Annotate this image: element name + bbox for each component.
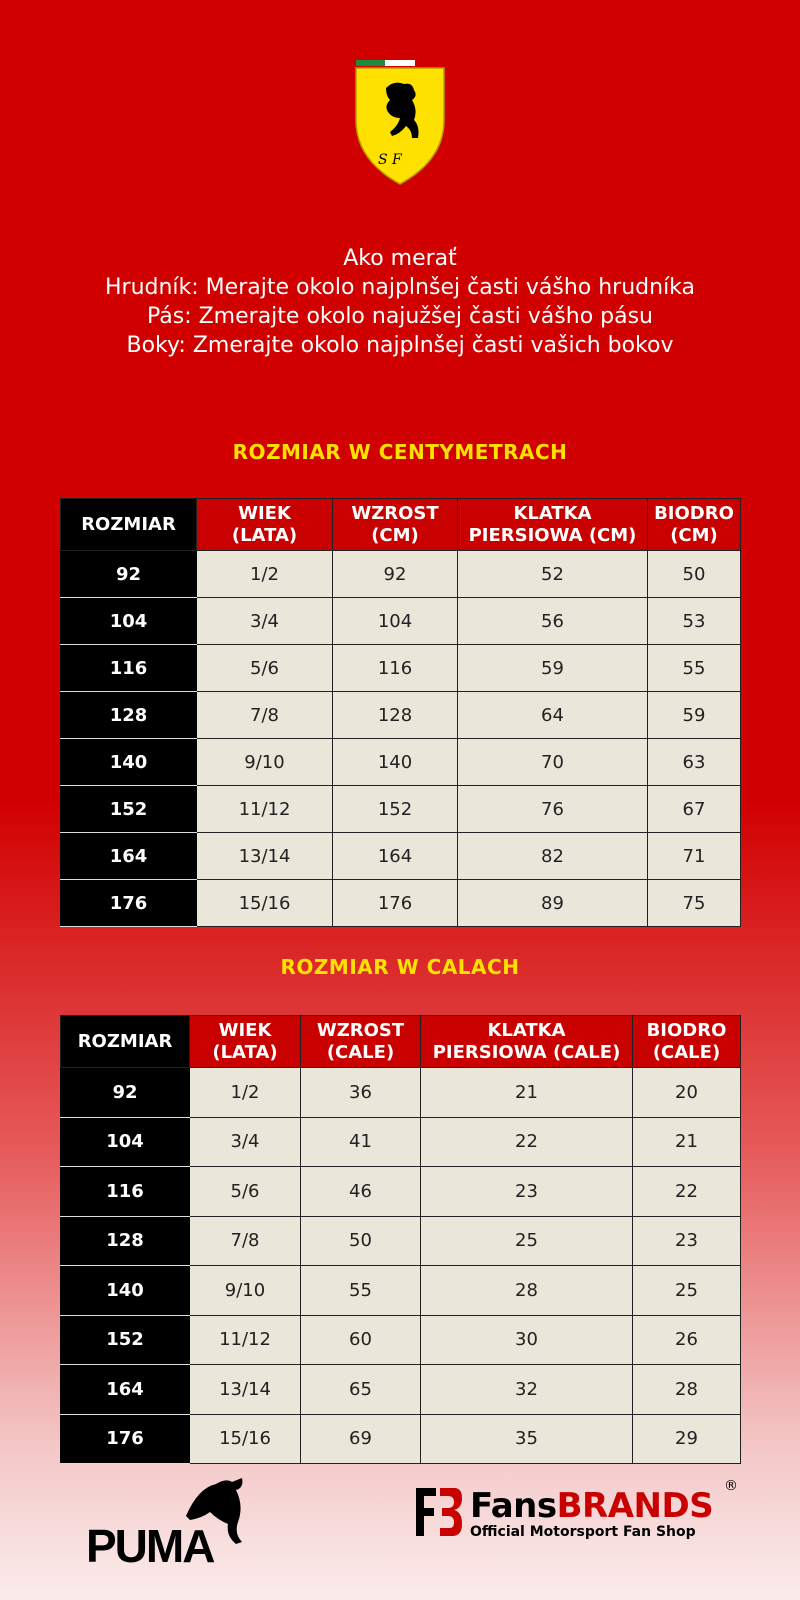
table-row	[61, 1315, 741, 1365]
ferrari-shield-logo	[352, 60, 448, 188]
instructions-chest: Hrudník: Merajte okolo najplnšej časti vášho hrudníka	[104, 275, 696, 300]
table-cell: 67	[648, 786, 741, 833]
table-row	[61, 1266, 741, 1316]
table-row	[61, 880, 741, 927]
table-cell: 3/4	[197, 598, 333, 645]
table-cell: 13/14	[190, 1365, 301, 1415]
table-cell: 21	[421, 1068, 633, 1118]
size-cell: 140	[61, 739, 197, 786]
table-cell: 70	[458, 739, 648, 786]
column-header: WIEK (LATA)	[190, 1016, 301, 1068]
table-row	[61, 598, 741, 645]
size-cell: 104	[61, 598, 197, 645]
table-cell: 53	[648, 598, 741, 645]
table-cell: 89	[458, 880, 648, 927]
table-cell: 116	[333, 645, 458, 692]
table-cell: 23	[421, 1167, 633, 1217]
column-header: WZROST (CM)	[333, 499, 458, 551]
size-cell: 164	[61, 1365, 190, 1415]
table-cell: 36	[301, 1068, 421, 1118]
table-cell: 71	[648, 833, 741, 880]
table-cell: 65	[301, 1365, 421, 1415]
table-row	[61, 1167, 741, 1217]
size-cell: 92	[61, 551, 197, 598]
table-cell: 3/4	[190, 1117, 301, 1167]
table-cell: 59	[458, 645, 648, 692]
table-cell: 29	[633, 1414, 741, 1464]
table-cell: 64	[458, 692, 648, 739]
table-cell: 1/2	[190, 1068, 301, 1118]
table-row	[61, 1068, 741, 1118]
instructions-title: Ako merať	[343, 246, 457, 271]
registered-icon: ®	[724, 1478, 738, 1494]
table-cell: 104	[333, 598, 458, 645]
column-header: KLATKA PIERSIOWA (CM)	[458, 499, 648, 551]
table-cell: 41	[301, 1117, 421, 1167]
puma-wordmark: PUMA	[86, 1520, 214, 1566]
table-row	[61, 833, 741, 880]
size-cell: 116	[61, 1167, 190, 1217]
table-cell: 63	[648, 739, 741, 786]
table-cell: 128	[333, 692, 458, 739]
table-cell: 9/10	[197, 739, 333, 786]
table-cell: 55	[301, 1266, 421, 1316]
size-cell: 176	[61, 880, 197, 927]
table-row	[61, 551, 741, 598]
table-row	[61, 1117, 741, 1167]
size-cell: 104	[61, 1117, 190, 1167]
fansbrands-logo	[414, 1478, 744, 1544]
measurement-instructions	[0, 244, 800, 360]
table-cell: 52	[458, 551, 648, 598]
column-header: WZROST (CALE)	[301, 1016, 421, 1068]
cm-table-title: ROZMIAR W CENTYMETRACH	[232, 440, 568, 464]
table-cell: 28	[633, 1365, 741, 1415]
table-cell: 75	[648, 880, 741, 927]
inch-table-title: ROZMIAR W CALACH	[280, 955, 520, 979]
table-cell: 30	[421, 1315, 633, 1365]
size-cell: 176	[61, 1414, 190, 1464]
column-header: KLATKA PIERSIOWA (CALE)	[421, 1016, 633, 1068]
table-cell: 11/12	[197, 786, 333, 833]
table-cell: 59	[648, 692, 741, 739]
table-cell: 5/6	[197, 645, 333, 692]
table-cell: 20	[633, 1068, 741, 1118]
table-cell: 32	[421, 1365, 633, 1415]
table-cell: 22	[421, 1117, 633, 1167]
table-cell: 164	[333, 833, 458, 880]
size-cell: 128	[61, 692, 197, 739]
table-cell: 22	[633, 1167, 741, 1217]
fansbrands-mark-icon	[414, 1486, 464, 1538]
fansbrands-name: FansBRANDS	[470, 1486, 714, 1526]
table-cell: 82	[458, 833, 648, 880]
table-cell: 23	[633, 1216, 741, 1266]
table-row	[61, 786, 741, 833]
table-row	[61, 1414, 741, 1464]
instructions-waist: Pás: Zmerajte okolo najužšej časti vášho pásu	[146, 304, 653, 329]
size-cell: 152	[61, 786, 197, 833]
table-cell: 1/2	[197, 551, 333, 598]
size-cell: 92	[61, 1068, 190, 1118]
column-header: ROZMIAR	[61, 1016, 190, 1068]
column-header: WIEK (LATA)	[197, 499, 333, 551]
table-cell: 176	[333, 880, 458, 927]
table-cell: 25	[421, 1216, 633, 1266]
table-row	[61, 645, 741, 692]
table-row	[61, 1365, 741, 1415]
table-cell: 46	[301, 1167, 421, 1217]
table-cell: 56	[458, 598, 648, 645]
table-cell: 5/6	[190, 1167, 301, 1217]
size-cell: 164	[61, 833, 197, 880]
table-cell: 11/12	[190, 1315, 301, 1365]
size-cell: 140	[61, 1266, 190, 1316]
size-cell: 128	[61, 1216, 190, 1266]
column-header: ROZMIAR	[61, 499, 197, 551]
size-cell: 152	[61, 1315, 190, 1365]
size-table-cm	[60, 498, 741, 927]
table-cell: 7/8	[190, 1216, 301, 1266]
table-row	[61, 739, 741, 786]
table-cell: 76	[458, 786, 648, 833]
fansbrands-tagline: Official Motorsport Fan Shop	[470, 1524, 696, 1540]
table-cell: 7/8	[197, 692, 333, 739]
table-cell: 15/16	[190, 1414, 301, 1464]
table-cell: 69	[301, 1414, 421, 1464]
column-header: BIODRO (CM)	[648, 499, 741, 551]
table-cell: 50	[648, 551, 741, 598]
table-cell: 21	[633, 1117, 741, 1167]
table-cell: 25	[633, 1266, 741, 1316]
table-cell: 26	[633, 1315, 741, 1365]
column-header: BIODRO (CALE)	[633, 1016, 741, 1068]
table-cell: 9/10	[190, 1266, 301, 1316]
table-row	[61, 692, 741, 739]
table-cell: 140	[333, 739, 458, 786]
table-cell: 28	[421, 1266, 633, 1316]
table-cell: 55	[648, 645, 741, 692]
table-cell: 152	[333, 786, 458, 833]
table-cell: 13/14	[197, 833, 333, 880]
table-cell: 50	[301, 1216, 421, 1266]
puma-logo	[86, 1478, 256, 1566]
table-cell: 60	[301, 1315, 421, 1365]
table-cell: 92	[333, 551, 458, 598]
table-cell: 35	[421, 1414, 633, 1464]
instructions-hips: Boky: Zmerajte okolo najplnšej časti vašich bokov	[126, 333, 674, 358]
table-cell: 15/16	[197, 880, 333, 927]
table-row	[61, 1216, 741, 1266]
size-table-inch	[60, 1015, 741, 1464]
logo-letters: S F	[378, 152, 402, 168]
size-cell: 116	[61, 645, 197, 692]
